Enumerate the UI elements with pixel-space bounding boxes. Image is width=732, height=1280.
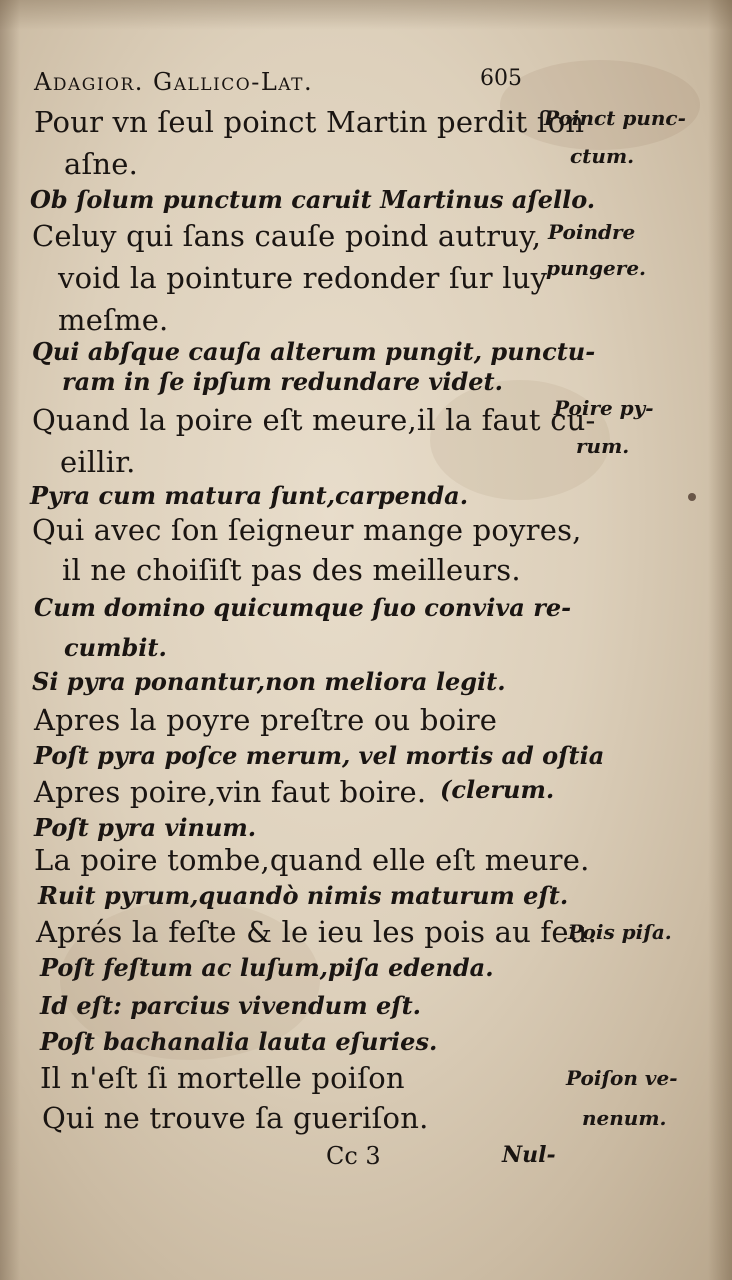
text-line: meſme. bbox=[58, 303, 169, 337]
margin-note: Pois piſa. bbox=[568, 920, 672, 944]
text-line: Qui avec ſon ſeigneur mange poyres, bbox=[32, 513, 582, 547]
text-line: Poſt bachanalia lauta eſuries. bbox=[40, 1027, 438, 1056]
text-line: Pyra cum matura ſunt,carpenda. bbox=[30, 481, 469, 510]
signature-mark: Cc 3 bbox=[326, 1142, 381, 1170]
running-head-title: Adagior. Gallico-Lat. bbox=[34, 68, 314, 96]
text-line: Apres poire,vin faut boire. bbox=[34, 775, 427, 809]
catchword: Nul- bbox=[502, 1142, 556, 1168]
text-line: Qui abſque cauſa alterum pungit, punctu- bbox=[32, 337, 596, 366]
text-line: ram in ſe ipſum redundare videt. bbox=[62, 367, 503, 396]
text-line: cumbit. bbox=[64, 633, 167, 662]
margin-note: ctum. bbox=[570, 144, 635, 168]
text-line: Poſt pyra poſce merum, vel mortis ad oſtia bbox=[34, 741, 605, 770]
text-line: aſne. bbox=[64, 147, 139, 181]
page-edge-shadow bbox=[708, 0, 732, 1280]
page-top-shadow bbox=[0, 0, 732, 30]
text-line: Id eſt: parcius vivendum eſt. bbox=[40, 991, 422, 1020]
margin-note: nenum. bbox=[582, 1106, 667, 1130]
text-line: Quand la poire eſt meure,il la faut cu- bbox=[32, 403, 596, 437]
text-line: Aprés la feſte & le ieu les pois au feu. bbox=[36, 915, 598, 949]
text-line: Ob ſolum punctum caruit Martinus aſello. bbox=[30, 185, 596, 214]
text-line: Celuy qui ſans cauſe poind autruy, bbox=[32, 219, 542, 253]
margin-note: Poinct punc- bbox=[544, 106, 686, 130]
page-number: 605 bbox=[480, 66, 522, 91]
text-line: Apres la poyre preſtre ou boire bbox=[34, 703, 498, 737]
margin-note: Poire py- bbox=[554, 396, 654, 420]
margin-note: pungere. bbox=[546, 256, 646, 280]
text-line: Ruit pyrum,quandò nimis maturum eſt. bbox=[38, 881, 569, 910]
margin-note: Poindre bbox=[548, 220, 636, 244]
margin-note: rum. bbox=[576, 434, 630, 458]
text-line: Cum domino quicumque ſuo conviva re- bbox=[34, 593, 572, 622]
text-line: Qui ne trouve ſa gueriſon. bbox=[42, 1101, 429, 1135]
text-line: eillir. bbox=[60, 445, 136, 479]
text-line: Si pyra ponantur,non meliora legit. bbox=[32, 667, 506, 696]
text-line: il ne choiſiſt pas des meilleurs. bbox=[62, 553, 521, 587]
text-line: Pour vn ſeul poinct Martin perdit ſon bbox=[34, 105, 585, 139]
text-line: Il n'eſt ſi mortelle poiſon bbox=[40, 1061, 405, 1095]
text-line: La poire tombe,quand elle eſt meure. bbox=[34, 843, 590, 877]
inline-note: (clerum. bbox=[440, 775, 555, 804]
text-line: Poſt feſtum ac luſum,piſa edenda. bbox=[40, 953, 494, 982]
text-line: void la pointure redonder ſur luy bbox=[58, 261, 548, 295]
text-line: Poſt pyra vinum. bbox=[34, 813, 257, 842]
margin-note: Poiſon ve- bbox=[566, 1066, 678, 1090]
page-gutter-shadow bbox=[0, 0, 20, 1280]
